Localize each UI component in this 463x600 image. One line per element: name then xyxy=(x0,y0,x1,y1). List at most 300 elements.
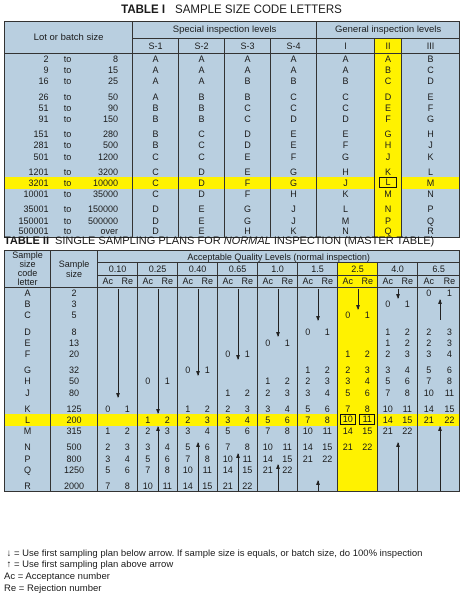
ac-cell xyxy=(98,376,118,387)
table-cell: P xyxy=(375,215,402,226)
table-cell: D xyxy=(179,166,225,177)
re-cell: 1 xyxy=(198,365,218,376)
re-header: Re xyxy=(358,275,378,287)
code-letter-cell: K xyxy=(5,403,51,414)
ac-cell: 5 xyxy=(338,387,358,398)
legend-down-text: = Use first sampling plan below arrow. If sample size is equals, or batch size, do 100% inspection xyxy=(14,548,423,559)
re-cell xyxy=(278,326,298,337)
table-cell: Q xyxy=(402,215,460,226)
table-cell: C xyxy=(133,189,179,200)
re-cell xyxy=(198,387,218,398)
ac-cell: 3 xyxy=(426,349,432,360)
ac-cell: 3 xyxy=(218,414,238,425)
ac-cell xyxy=(98,310,118,321)
table-cell: A xyxy=(133,76,179,87)
aql-level-header: 1.5 xyxy=(298,263,338,275)
re-cell: 11 xyxy=(198,464,218,475)
sample-size-cell: 800 xyxy=(51,453,98,464)
re-cell xyxy=(278,288,298,299)
re-cell: 6 xyxy=(318,403,338,414)
re-header: Re xyxy=(440,275,460,287)
re-header: Re xyxy=(318,275,338,287)
table-cell: K xyxy=(271,226,317,237)
ac-cell xyxy=(418,453,440,464)
ac-cell: 0 xyxy=(225,349,231,360)
re-cell xyxy=(118,288,138,299)
ac-cell: 3 xyxy=(145,442,151,453)
re-cell xyxy=(358,464,378,475)
re-cell: 15 xyxy=(318,442,338,453)
re-cell xyxy=(358,480,378,491)
re-cell xyxy=(440,453,460,464)
re-cell xyxy=(440,299,460,310)
ac-cell xyxy=(138,365,158,376)
re-cell xyxy=(398,442,418,453)
ac-cell: 0 xyxy=(338,310,358,321)
table-cell: 150000 xyxy=(85,204,133,215)
ac-cell: 7 xyxy=(265,426,271,437)
ac-cell: 14 xyxy=(222,464,233,475)
re-cell xyxy=(318,310,338,321)
table-cell: J xyxy=(317,177,375,188)
level-header: S-2 xyxy=(179,39,225,54)
table-row xyxy=(5,54,460,65)
table-cell: Q xyxy=(375,226,402,237)
table-cell: J xyxy=(271,204,317,215)
re-cell: 22 xyxy=(238,480,258,491)
re-cell: 22 xyxy=(358,442,378,453)
re-cell: 6 xyxy=(358,387,378,398)
aql-level-header: 0.25 xyxy=(138,263,178,275)
table-cell: C xyxy=(375,76,402,87)
table-cell: C xyxy=(271,102,317,113)
ac-header: Ac xyxy=(258,275,278,287)
table-cell: 9 xyxy=(43,65,49,76)
ac-cell xyxy=(98,299,118,310)
table-cell: H xyxy=(225,226,271,237)
re-cell xyxy=(398,464,418,475)
ac-cell: 7 xyxy=(145,464,151,475)
re-cell xyxy=(358,326,378,337)
ac-header: Ac xyxy=(138,275,158,287)
table-cell: H xyxy=(375,140,402,151)
table-cell: 91 xyxy=(38,114,49,125)
aql-level-header: 1.0 xyxy=(258,263,298,275)
code-letter-cell: J xyxy=(5,387,51,398)
ac-cell: 1 xyxy=(138,414,158,425)
highlighted-code: L xyxy=(379,177,397,188)
table-cell: A xyxy=(179,65,225,76)
re-cell: 4 xyxy=(238,414,258,425)
table-cell: K xyxy=(317,189,375,200)
re-cell: 1 xyxy=(318,326,338,337)
re-cell xyxy=(440,426,460,437)
re-cell: 1 xyxy=(278,337,298,348)
code-letter-cell: A xyxy=(5,288,51,299)
ac-cell: 14 xyxy=(302,442,313,453)
ac-cell xyxy=(218,288,238,299)
ac-cell: 3 xyxy=(185,426,191,437)
table-cell: B xyxy=(179,91,225,102)
ac-cell xyxy=(338,464,358,475)
table-cell: B xyxy=(225,76,271,87)
sample-size-cell: 13 xyxy=(51,337,98,348)
single-sampling-table xyxy=(4,250,460,492)
table-cell: E xyxy=(225,151,271,162)
re-cell: 6 xyxy=(238,426,258,437)
re-header: Re xyxy=(398,275,418,287)
ac-cell: 2 xyxy=(426,337,432,348)
table-row xyxy=(5,480,460,491)
ac-cell xyxy=(258,326,278,337)
table-cell: E xyxy=(179,226,225,237)
ac-cell xyxy=(298,480,318,491)
re-cell: 8 xyxy=(440,376,460,387)
table-cell: A xyxy=(179,76,225,87)
table-row xyxy=(5,140,460,151)
lot-size-header: Lot or batch size xyxy=(5,22,133,54)
code-letter-cell: G xyxy=(5,365,51,376)
re-cell xyxy=(238,310,258,321)
table-cell: 16 xyxy=(38,76,49,87)
ac-cell xyxy=(138,348,158,359)
table-cell: B xyxy=(402,54,460,65)
re-cell: 2 xyxy=(238,387,258,398)
re-cell xyxy=(440,480,460,491)
table-cell: 500 xyxy=(85,140,133,151)
ac-cell xyxy=(138,326,158,337)
up-arrow-icon: ↑ xyxy=(6,559,12,570)
re-cell: 8 xyxy=(118,480,138,491)
table-cell: A xyxy=(133,65,179,76)
table-cell: P xyxy=(402,204,460,215)
ac-cell xyxy=(178,299,198,310)
re-cell: 1 xyxy=(238,348,258,359)
re-cell: 3 xyxy=(318,376,338,387)
ac-cell: 1 xyxy=(225,387,231,398)
table-row xyxy=(5,326,460,337)
table-row xyxy=(5,177,460,188)
re-cell xyxy=(238,299,258,310)
re-cell xyxy=(118,299,138,310)
re-cell: 22 xyxy=(278,464,298,475)
re-cell xyxy=(198,376,218,387)
aql-level-header: 0.40 xyxy=(178,263,218,275)
table-cell: E xyxy=(179,215,225,226)
ac-header: Ac xyxy=(218,275,238,287)
re-cell: 8 xyxy=(238,442,258,453)
table-cell: 500000 xyxy=(85,215,133,226)
table-cell: 51 xyxy=(38,102,49,113)
ac-cell xyxy=(378,310,398,321)
table-cell: C xyxy=(133,166,179,177)
legend-up xyxy=(4,559,173,571)
re-cell: 4 xyxy=(198,426,218,437)
ac-cell xyxy=(178,348,198,359)
re-cell xyxy=(318,464,338,475)
special-levels-header: Special inspection levels xyxy=(133,22,317,39)
re-cell xyxy=(158,403,178,414)
re-cell: 6 xyxy=(198,442,218,453)
re-cell: 2 xyxy=(398,337,418,348)
table1-caption: SAMPLE SIZE CODE LETTERS xyxy=(175,4,342,16)
table-cell: A xyxy=(317,65,375,76)
level-header: I xyxy=(317,39,375,54)
re-cell xyxy=(398,480,418,491)
sample-size-code-table xyxy=(4,21,460,238)
table-cell: 35001 xyxy=(23,204,49,215)
table-cell: B xyxy=(179,113,225,124)
table-row xyxy=(5,426,460,437)
table-cell: 10001 xyxy=(23,189,49,200)
ac-header: Ac xyxy=(418,275,440,287)
table-cell: C xyxy=(179,129,225,140)
ac-cell: 10 xyxy=(382,403,393,414)
table-cell: D xyxy=(133,215,179,226)
ac-cell xyxy=(218,337,238,348)
table-cell: D xyxy=(179,177,225,188)
table-cell: 151 xyxy=(33,129,49,140)
code-letter-cell: Q xyxy=(5,464,51,475)
re-cell: 4 xyxy=(398,365,418,376)
re-cell xyxy=(318,480,338,491)
table-cell: to xyxy=(63,76,72,87)
re-header: Re xyxy=(238,275,258,287)
table-cell: E xyxy=(271,140,317,151)
ac-cell: 2 xyxy=(265,387,271,398)
legend-ac-text: = Acceptance number xyxy=(17,571,110,582)
legend-ac-abbr: Ac xyxy=(4,571,16,582)
table-row xyxy=(5,129,460,140)
table-cell: A xyxy=(317,54,375,65)
ac-cell: 7 xyxy=(225,442,231,453)
table-cell: M xyxy=(317,215,375,226)
table-cell: to xyxy=(63,129,72,140)
re-cell xyxy=(118,326,138,337)
ac-cell xyxy=(298,299,318,310)
sample-size-cell: 80 xyxy=(51,387,98,398)
table-cell: N xyxy=(375,204,402,215)
table-cell: A xyxy=(225,65,271,76)
ac-cell xyxy=(258,299,278,310)
legend-re-abbr: Re xyxy=(4,583,17,594)
table-cell: C xyxy=(317,102,375,113)
ac-cell xyxy=(98,337,118,348)
re-cell: 3 xyxy=(158,426,178,437)
ac-cell: 10 xyxy=(142,480,153,491)
table-cell: G xyxy=(225,215,271,226)
aql-level-header: 2.5 xyxy=(338,263,378,275)
ac-cell xyxy=(98,365,118,376)
highlighted-plan-value: 11 xyxy=(359,414,375,425)
sample-size-header: Sample size xyxy=(51,251,98,288)
ac-cell xyxy=(258,480,278,491)
ac-cell: 2 xyxy=(225,403,231,414)
ac-cell xyxy=(418,426,440,437)
table-cell: 15 xyxy=(85,65,133,76)
sample-size-cell: 50 xyxy=(51,376,98,387)
ac-cell xyxy=(338,337,358,348)
re-cell: 3 xyxy=(238,403,258,414)
ac-cell xyxy=(378,442,398,453)
table-cell: B xyxy=(179,102,225,113)
re-cell xyxy=(358,337,378,348)
ac-cell: 21 xyxy=(222,480,233,491)
ac-cell: 5 xyxy=(426,365,432,376)
table-row xyxy=(5,310,460,321)
table-cell: B xyxy=(133,102,179,113)
ac-cell xyxy=(258,365,278,376)
code-letter-header: Sample size code letter xyxy=(5,251,51,288)
re-header: Re xyxy=(158,275,178,287)
level-header: III xyxy=(402,39,460,54)
ac-cell: 0 xyxy=(305,326,311,337)
ac-cell xyxy=(98,348,118,359)
re-cell: 1 xyxy=(440,288,460,299)
re-cell: 3 xyxy=(358,365,378,376)
code-letter-cell: L xyxy=(5,414,51,425)
ac-cell: 2 xyxy=(145,426,151,437)
re-cell xyxy=(198,299,218,310)
table-cell: to xyxy=(63,114,72,125)
ac-cell: 1 xyxy=(385,337,391,348)
ac-cell: 5 xyxy=(105,464,111,475)
table-cell: A xyxy=(179,54,225,65)
re-cell: 3 xyxy=(398,348,418,359)
table-cell: A xyxy=(225,54,271,65)
table-cell: J xyxy=(271,215,317,226)
re-cell xyxy=(398,453,418,464)
ac-cell xyxy=(338,414,358,425)
re-cell xyxy=(358,453,378,464)
ac-cell: 2 xyxy=(305,376,311,387)
table-cell: D xyxy=(271,113,317,124)
code-letter-cell: B xyxy=(5,299,51,310)
table-cell: to xyxy=(63,204,72,215)
table-cell: A xyxy=(133,54,179,65)
re-cell xyxy=(318,348,338,359)
ac-cell: 2 xyxy=(105,442,111,453)
ac-cell: 1 xyxy=(385,326,391,337)
re-cell xyxy=(238,376,258,387)
table-row xyxy=(5,376,460,387)
code-letter-cell: R xyxy=(5,480,51,491)
re-cell xyxy=(278,299,298,310)
table-cell: 25 xyxy=(85,76,133,87)
table-cell: D xyxy=(133,204,179,215)
re-cell: 1 xyxy=(158,376,178,387)
ac-cell xyxy=(418,299,440,310)
level-header: S-1 xyxy=(133,39,179,54)
table-cell: D xyxy=(179,189,225,200)
table-cell: M xyxy=(402,177,460,188)
ac-cell: 21 xyxy=(382,426,393,437)
table-row xyxy=(5,365,460,376)
re-cell: 15 xyxy=(440,403,460,414)
level-header: S-3 xyxy=(225,39,271,54)
table-cell: 150 xyxy=(85,113,133,124)
ac-cell xyxy=(178,326,198,337)
re-cell: 4 xyxy=(118,453,138,464)
table-cell: K xyxy=(375,166,402,177)
table2-caption-italic: NORMAL xyxy=(223,235,271,247)
table-cell: N xyxy=(402,189,460,200)
sample-size-cell: 2000 xyxy=(51,480,98,491)
table-cell: G xyxy=(225,204,271,215)
code-letter-cell: D xyxy=(5,326,51,337)
re-cell: 4 xyxy=(318,387,338,398)
ac-cell: 3 xyxy=(338,376,358,387)
table-cell: K xyxy=(402,151,460,162)
sample-size-cell: 315 xyxy=(51,426,98,437)
ac-cell xyxy=(138,310,158,321)
ac-cell: 7 xyxy=(105,480,111,491)
table-row xyxy=(5,288,460,299)
ac-cell xyxy=(418,464,440,475)
re-cell: 8 xyxy=(318,414,338,425)
re-cell: 1 xyxy=(398,299,418,310)
table-cell: 3200 xyxy=(85,166,133,177)
re-cell: 22 xyxy=(398,426,418,437)
table-cell: to xyxy=(51,177,85,188)
ac-cell xyxy=(218,365,238,376)
ac-cell xyxy=(98,387,118,398)
ac-cell: 5 xyxy=(225,426,231,437)
ac-cell xyxy=(418,310,440,321)
ac-cell xyxy=(298,464,318,475)
re-header: Re xyxy=(278,275,298,287)
re-cell xyxy=(278,348,298,359)
ac-header: Ac xyxy=(338,275,358,287)
table-cell: C xyxy=(179,151,225,162)
re-cell xyxy=(118,348,138,359)
table-cell: 1201 xyxy=(28,166,49,177)
table-cell: 150001 xyxy=(18,215,49,226)
table-row xyxy=(5,151,460,162)
table-row xyxy=(5,414,460,425)
table-row xyxy=(5,166,460,177)
code-letter-cell: H xyxy=(5,376,51,387)
ac-cell: 5 xyxy=(258,414,278,425)
legend-re xyxy=(4,583,101,595)
re-cell: 11 xyxy=(398,403,418,414)
re-cell: 6 xyxy=(158,453,178,464)
table-cell: to xyxy=(63,140,72,151)
table1-label: TABLE I xyxy=(121,4,166,16)
re-cell: 22 xyxy=(318,453,338,464)
re-cell xyxy=(358,414,378,425)
ac-cell: 21 xyxy=(418,414,440,425)
ac-cell: 3 xyxy=(385,365,391,376)
re-cell xyxy=(318,299,338,310)
aql-level-header: 6.5 xyxy=(418,263,460,275)
ac-cell xyxy=(178,288,198,299)
table-cell: B xyxy=(225,91,271,102)
ac-cell xyxy=(218,299,238,310)
re-cell: 15 xyxy=(398,414,418,425)
table-cell: to xyxy=(63,189,72,200)
table2-label: TABLE II xyxy=(4,235,50,247)
table-cell: A xyxy=(375,54,402,65)
ac-cell: 1 xyxy=(305,365,311,376)
re-cell: 8 xyxy=(358,403,378,414)
re-cell xyxy=(158,299,178,310)
ac-cell: 5 xyxy=(305,403,311,414)
ac-cell: 0 xyxy=(145,376,151,387)
ac-cell: 0 xyxy=(185,365,191,376)
table-cell: 280 xyxy=(85,129,133,140)
sample-size-cell: 8 xyxy=(51,326,98,337)
